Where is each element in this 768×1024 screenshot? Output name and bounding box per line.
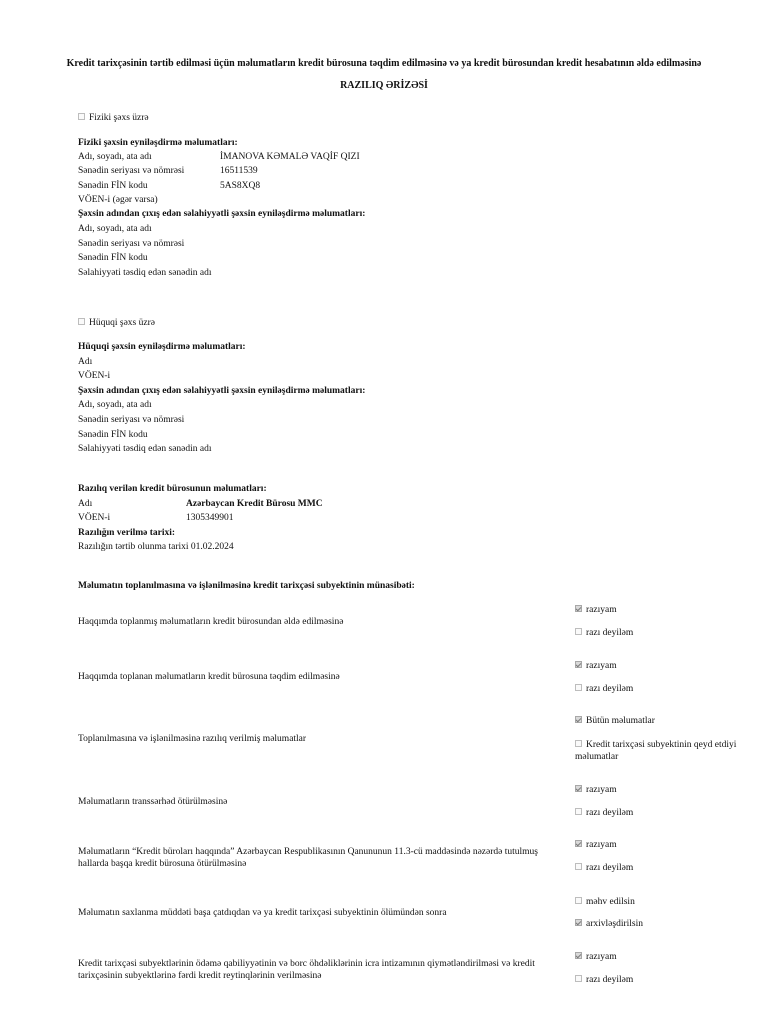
option-label: razıyam: [586, 605, 617, 615]
legal-voen-label: VÖEN-i: [78, 371, 111, 381]
checkbox-q7-agree[interactable]: [575, 952, 582, 959]
checkbox-q6-destroy[interactable]: [575, 897, 582, 904]
checkbox-q2-agree[interactable]: [575, 661, 582, 668]
option-label: məhv edilsin: [586, 897, 635, 907]
bureau-voen-value: 1305349901: [186, 513, 234, 523]
individual-rep-heading: Şəxsin adından çıxış edən səlahiyyətli şəxsin eyniləşdirmə məlumatları:: [78, 209, 366, 219]
checkbox-q3-selected[interactable]: [575, 740, 582, 747]
individual-id-heading: Fiziki şəxsin eyniləşdirmə məlumatları:: [78, 138, 238, 148]
checkbox-q4-disagree[interactable]: [575, 808, 582, 815]
option-q3-selected[interactable]: [575, 739, 745, 763]
question-text: Haqqımda toplanmış məlumatların kredit bürosundan əldə edilməsinə: [78, 617, 344, 627]
individual-rep-doc-label: Sənədin seriyası və nömrəsi: [78, 239, 185, 249]
individual-doc-series-value: 16511539: [220, 166, 258, 176]
legal-id-heading: Hüquqi şəxsin eyniləşdirmə məlumatları:: [78, 342, 246, 352]
legal-rep-heading: Şəxsin adından çıxış edən səlahiyyətli şəxsin eyniləşdirmə məlumatları:: [78, 386, 366, 396]
option-q6-archive[interactable]: [575, 919, 643, 929]
bureau-voen-label: VÖEN-i: [78, 513, 111, 523]
checkbox-q5-disagree[interactable]: [575, 863, 582, 870]
checkbox-q6-archive[interactable]: [575, 919, 582, 926]
consent-date-heading: Razılığın verilmə tarixi:: [78, 528, 176, 538]
checkbox-q2-disagree[interactable]: [575, 684, 582, 691]
consent-date-value: 01.02.2024: [190, 542, 234, 552]
individual-name-label: Adı, soyadı, ata adı: [78, 152, 152, 162]
option-label: Kredit tarixçəsi subyektinin qeyd etdiyi məlumatlar: [575, 740, 737, 762]
individual-rep-auth-label: Səlahiyyəti təsdiq edən sənədin adı: [78, 268, 212, 278]
legal-rep-auth-label: Səlahiyyəti təsdiq edən sənədin adı: [78, 444, 212, 454]
checkbox-q1-agree[interactable]: [575, 605, 582, 612]
question-text: Kredit tarixçəsi subyektlərinin ödəmə qabiliyyətinin və borc öhdəliklərinin icra intizamının qiymətləndirilməsi və kredit tarixçəsinin subyektlərinə fərdi kredit reytinqlərinin verilməsinə: [78, 959, 535, 981]
option-q5-disagree[interactable]: [575, 863, 633, 873]
checkbox-q3-all[interactable]: [575, 716, 582, 723]
option-label: razıyam: [586, 785, 617, 795]
legal-rep-fin-label: Sənədin FİN kodu: [78, 430, 148, 440]
checkbox-q5-agree[interactable]: [575, 840, 582, 847]
option-label: razı deyiləm: [586, 628, 634, 638]
individual-rep-fin-label: Sənədin FİN kodu: [78, 253, 148, 263]
question-text: Məlumatların transsərhəd ötürülməsinə: [78, 797, 228, 807]
legal-checkbox-label: Hüquqi şəxs üzrə: [89, 318, 155, 328]
legal-rep-name-label: Adı, soyadı, ata adı: [78, 400, 152, 410]
individual-fin-value: 5AS8XQ8: [220, 181, 261, 191]
checkbox-q1-disagree[interactable]: [575, 628, 582, 635]
option-label: razı deyiləm: [586, 975, 634, 985]
option-q7-disagree[interactable]: [575, 975, 633, 985]
document-title: Kredit tarixçəsinin tərtib edilməsi üçün məlumatların kredit bürosuna təqdim edilməsinə və ya kredit bürosundan kredit hesabatının əldə edilməsinə: [66, 58, 702, 69]
consent-date-label: Razılığın tərtib olunma tarixi: [78, 542, 189, 552]
option-label: razıyam: [586, 840, 617, 850]
option-q4-agree[interactable]: [575, 785, 617, 795]
option-q2-agree[interactable]: [575, 661, 617, 671]
question-text: Məlumatların “Kredit büroları haqqında” Azərbaycan Respublikasının Qanununun 11.3-cü maddəsində nəzərdə tutulmuş hallarda başqa kredit bürosuna ötürülməsinə: [78, 847, 538, 869]
option-q6-destroy[interactable]: [575, 897, 635, 907]
legal-checkbox[interactable]: [78, 318, 85, 325]
individual-checkbox[interactable]: [78, 113, 85, 120]
individual-checkbox-label: Fiziki şəxs üzrə: [89, 113, 149, 123]
bureau-name-value: Azərbaycan Kredit Bürosu MMC: [186, 499, 323, 509]
option-q5-agree[interactable]: [575, 840, 617, 850]
option-q3-all[interactable]: [575, 716, 655, 726]
document-subtitle: RAZILIQ ƏRİZƏSİ: [340, 80, 428, 91]
individual-doc-series-label: Sənədin seriyası və nömrəsi: [78, 166, 185, 176]
option-label: razı deyiləm: [586, 808, 634, 818]
option-q4-disagree[interactable]: [575, 808, 633, 818]
option-q2-disagree[interactable]: [575, 684, 633, 694]
legal-name-label: Adı: [78, 357, 93, 367]
legal-rep-doc-label: Sənədin seriyası və nömrəsi: [78, 415, 185, 425]
bureau-heading: Razılıq verilən kredit bürosunun məlumatları:: [78, 484, 267, 494]
individual-name-value: İMANOVA KƏMALƏ VAQİF QIZI: [220, 152, 360, 162]
question-text: Məlumatın saxlanma müddəti başa çatdıqdan və ya kredit tarixçəsi subyektinin ölümündən sonra: [78, 908, 447, 918]
option-label: razıyam: [586, 661, 617, 671]
legal-option[interactable]: [78, 318, 155, 328]
option-label: arxivləşdirilsin: [586, 919, 643, 929]
bureau-name-label: Adı: [78, 499, 93, 509]
option-label: Bütün məlumatlar: [586, 716, 655, 726]
checkbox-q7-disagree[interactable]: [575, 975, 582, 982]
option-label: razı deyiləm: [586, 684, 634, 694]
option-label: razıyam: [586, 952, 617, 962]
checkbox-q4-agree[interactable]: [575, 785, 582, 792]
individual-fin-label: Sənədin FİN kodu: [78, 181, 148, 191]
question-text: Haqqımda toplanan məlumatların kredit bürosuna təqdim edilməsinə: [78, 672, 340, 682]
option-q1-disagree[interactable]: [575, 628, 633, 638]
option-q7-agree[interactable]: [575, 952, 617, 962]
individual-voen-label: VÖEN-i (əgər varsa): [78, 195, 158, 205]
individual-rep-name-label: Adı, soyadı, ata adı: [78, 224, 152, 234]
individual-option[interactable]: [78, 113, 149, 123]
option-q1-agree[interactable]: [575, 605, 617, 615]
consent-date-row: [78, 542, 234, 552]
option-label: razı deyiləm: [586, 863, 634, 873]
attitude-heading: Məlumatın toplanılmasına və işlənilməsinə kredit tarixçəsi subyektinin münasibəti:: [78, 581, 415, 591]
question-text: Toplanılmasına və işlənilməsinə razılıq verilmiş məlumatlar: [78, 734, 307, 744]
